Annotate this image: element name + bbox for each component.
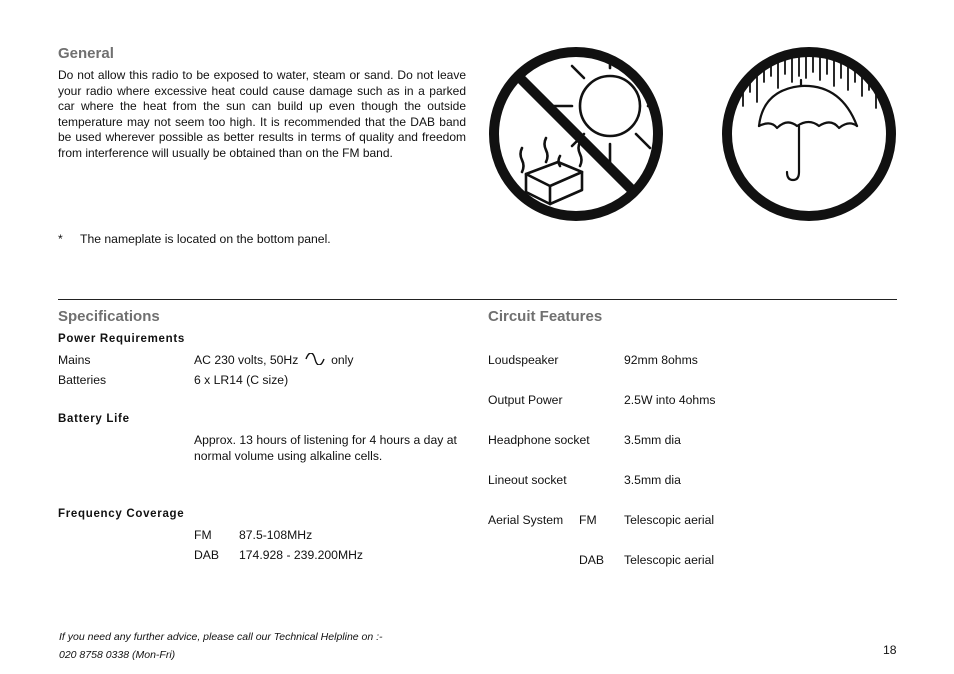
batteries-label: Batteries	[58, 373, 107, 387]
aerial-dab-band: DAB	[579, 553, 605, 567]
mains-label: Mains	[58, 353, 91, 367]
frequency-band-fm: FM	[194, 528, 212, 542]
mains-suffix: only	[331, 353, 354, 367]
headphone-socket-value: 3.5mm dia	[624, 433, 681, 447]
output-power-label: Output Power	[488, 393, 563, 407]
headphone-socket-label: Headphone socket	[488, 433, 590, 447]
helpline-number: 020 8758 0338 (Mon-Fri)	[59, 649, 176, 661]
section-divider	[58, 299, 897, 300]
loudspeaker-value: 92mm 8ohms	[624, 353, 698, 367]
no-sun-heat-icon	[488, 46, 664, 222]
no-rain-umbrella-icon	[721, 46, 897, 222]
page-number: 18	[883, 643, 897, 657]
battery-life-value: Approx. 13 hours of listening for 4 hours a day at normal volume using alkaline cells.	[194, 433, 457, 463]
frequency-range-dab: 174.928 - 239.200MHz	[239, 548, 363, 562]
circuit-features-heading: Circuit Features	[488, 308, 603, 325]
aerial-fm-band: FM	[579, 513, 597, 527]
specifications-heading: Specifications	[58, 308, 160, 325]
output-power-value: 2.5W into 4ohms	[624, 393, 716, 407]
mains-voltage: AC 230 volts, 50Hz	[194, 353, 299, 367]
nameplate-note: The nameplate is located on the bottom panel.	[80, 232, 331, 246]
general-paragraph: Do not allow this radio to be exposed to water, steam or sand. Do not leave your radio where excessive heat could cause damage such as in a parked car where the heat from the sun can build up even though the outside temperature may not seem too high. It is recommended that the DAB band be used wherever possible as better results in terms of quality and freedom from interference will usually be obtained than on the FM band.	[58, 68, 466, 160]
batteries-value: 6 x LR14 (C size)	[194, 373, 289, 387]
aerial-system-label: Aerial System	[488, 513, 564, 527]
aerial-fm-value: Telescopic aerial	[624, 513, 715, 527]
nameplate-marker: *	[58, 232, 63, 246]
lineout-socket-value: 3.5mm dia	[624, 473, 681, 487]
power-requirements-heading: Power Requirements	[58, 333, 185, 345]
battery-life-heading: Battery Life	[58, 413, 130, 425]
helpline-text: If you need any further advice, please call our Technical Helpline on :-	[59, 631, 383, 643]
ac-sine-wave-icon	[305, 353, 325, 365]
loudspeaker-label: Loudspeaker	[488, 353, 559, 367]
aerial-dab-value: Telescopic aerial	[624, 553, 715, 567]
frequency-band-dab: DAB	[194, 548, 220, 562]
frequency-range-fm: 87.5-108MHz	[239, 528, 313, 542]
general-heading: General	[58, 45, 114, 62]
lineout-socket-label: Lineout socket	[488, 473, 567, 487]
mains-value	[194, 353, 353, 367]
frequency-coverage-heading: Frequency Coverage	[58, 508, 185, 520]
